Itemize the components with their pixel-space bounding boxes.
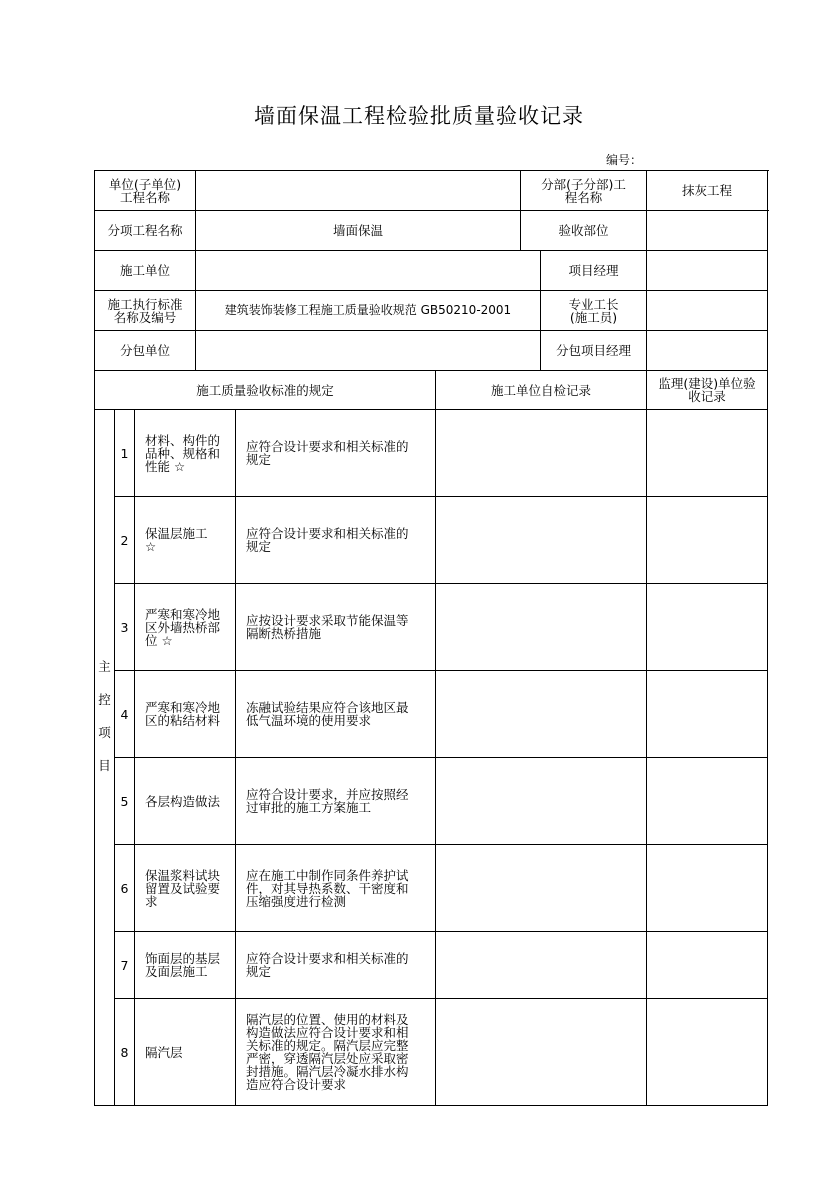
self-check-cell[interactable] xyxy=(436,584,647,671)
supervision-cell[interactable] xyxy=(647,758,768,845)
subcontractor-value[interactable] xyxy=(196,331,541,371)
subcontractor-label: 分包单位 xyxy=(95,331,196,371)
self-check-cell[interactable] xyxy=(436,410,647,497)
self-check-cell[interactable] xyxy=(436,671,647,758)
item-name: 材料、构件的 品种、规格和 性能 ☆ xyxy=(135,410,236,497)
acceptance-part-label: 验收部位 xyxy=(521,211,647,251)
item-requirement: 应按设计要求采取节能保温等 隔断热桥措施 xyxy=(236,584,436,671)
supervision-cell[interactable] xyxy=(647,584,768,671)
supervision-cell[interactable] xyxy=(647,671,768,758)
supervision-cell[interactable] xyxy=(647,999,768,1106)
inspection-table xyxy=(94,370,768,1106)
table-row xyxy=(95,671,768,758)
column-supervision-header: 监理(建设)单位验 收记录 xyxy=(647,371,768,410)
self-check-cell[interactable] xyxy=(436,845,647,932)
foreman-value[interactable] xyxy=(647,291,768,331)
sub-project-label: 分部(子分部)工 程名称 xyxy=(521,171,647,211)
contractor-label: 施工单位 xyxy=(95,251,196,291)
main-control-items-label: 主 控 项 目 xyxy=(95,410,115,1106)
standard-label: 施工执行标准 名称及编号 xyxy=(95,291,196,331)
item-requirement: 应符合设计要求和相关标准的 规定 xyxy=(236,410,436,497)
supervision-cell[interactable] xyxy=(647,932,768,999)
project-manager-value[interactable] xyxy=(647,251,768,291)
item-number: 5 xyxy=(115,758,135,845)
table-row xyxy=(95,932,768,999)
contractor-value[interactable] xyxy=(196,251,541,291)
item-number: 6 xyxy=(115,845,135,932)
item-requirement: 应符合设计要求和相关标准的 规定 xyxy=(236,497,436,584)
table-row xyxy=(95,410,768,497)
supervision-cell[interactable] xyxy=(647,410,768,497)
standard-value[interactable]: 建筑装饰装修工程施工质量验收规范 GB50210-2001 xyxy=(196,291,541,331)
sub-project-value[interactable]: 抹灰工程 xyxy=(647,171,768,211)
unit-project-label: 单位(子单位) 工程名称 xyxy=(95,171,196,211)
table-row xyxy=(95,497,768,584)
self-check-cell[interactable] xyxy=(436,758,647,845)
item-name: 严寒和寒冷地 区的粘结材料 xyxy=(135,671,236,758)
self-check-cell[interactable] xyxy=(436,932,647,999)
item-number: 8 xyxy=(115,999,135,1106)
supervision-cell[interactable] xyxy=(647,497,768,584)
self-check-cell[interactable] xyxy=(436,999,647,1106)
column-self-check-header: 施工单位自检记录 xyxy=(436,371,647,410)
sub-manager-label: 分包项目经理 xyxy=(541,331,647,371)
code-number-label: 编号： xyxy=(606,153,643,167)
item-project-label: 分项工程名称 xyxy=(95,211,196,251)
item-number: 2 xyxy=(115,497,135,584)
foreman-label: 专业工长 (施工员) xyxy=(541,291,647,331)
item-requirement: 应符合设计要求和相关标准的 规定 xyxy=(236,932,436,999)
item-requirement: 应在施工中制作同条件养护试 件，对其导热系数、干密度和 压缩强度进行检测 xyxy=(236,845,436,932)
item-name: 各层构造做法 xyxy=(135,758,236,845)
header-table xyxy=(94,170,768,371)
acceptance-part-value[interactable] xyxy=(647,211,768,251)
item-requirement: 隔汽层的位置、使用的材料及 构造做法应符合设计要求和相 关标准的规定。隔汽层应完整 严密，穿透隔汽层处应采取密 封措施。隔汽层冷凝水排水构 造应符合设计要求 xyxy=(236,999,436,1106)
supervision-cell[interactable] xyxy=(647,845,768,932)
item-name: 隔汽层 xyxy=(135,999,236,1106)
item-number: 7 xyxy=(115,932,135,999)
table-row xyxy=(95,584,768,671)
table-row xyxy=(95,758,768,845)
item-project-value[interactable]: 墙面保温 xyxy=(196,211,521,251)
item-requirement: 冻融试验结果应符合该地区最 低气温环境的使用要求 xyxy=(236,671,436,758)
item-name: 严寒和寒冷地 区外墙热桥部 位 ☆ xyxy=(135,584,236,671)
item-number: 1 xyxy=(115,410,135,497)
item-number: 3 xyxy=(115,584,135,671)
item-name: 保温层施工 ☆ xyxy=(135,497,236,584)
document-title: 墙面保温工程检验批质量验收记录 xyxy=(254,104,584,128)
column-standard-header: 施工质量验收标准的规定 xyxy=(95,371,436,410)
item-number: 4 xyxy=(115,671,135,758)
self-check-cell[interactable] xyxy=(436,497,647,584)
sub-manager-value[interactable] xyxy=(647,331,768,371)
project-manager-label: 项目经理 xyxy=(541,251,647,291)
item-name: 饰面层的基层 及面层施工 xyxy=(135,932,236,999)
unit-project-value[interactable] xyxy=(196,171,521,211)
table-row xyxy=(95,845,768,932)
item-name: 保温浆料试块 留置及试验要 求 xyxy=(135,845,236,932)
table-row xyxy=(95,999,768,1106)
item-requirement: 应符合设计要求，并应按照经 过审批的施工方案施工 xyxy=(236,758,436,845)
